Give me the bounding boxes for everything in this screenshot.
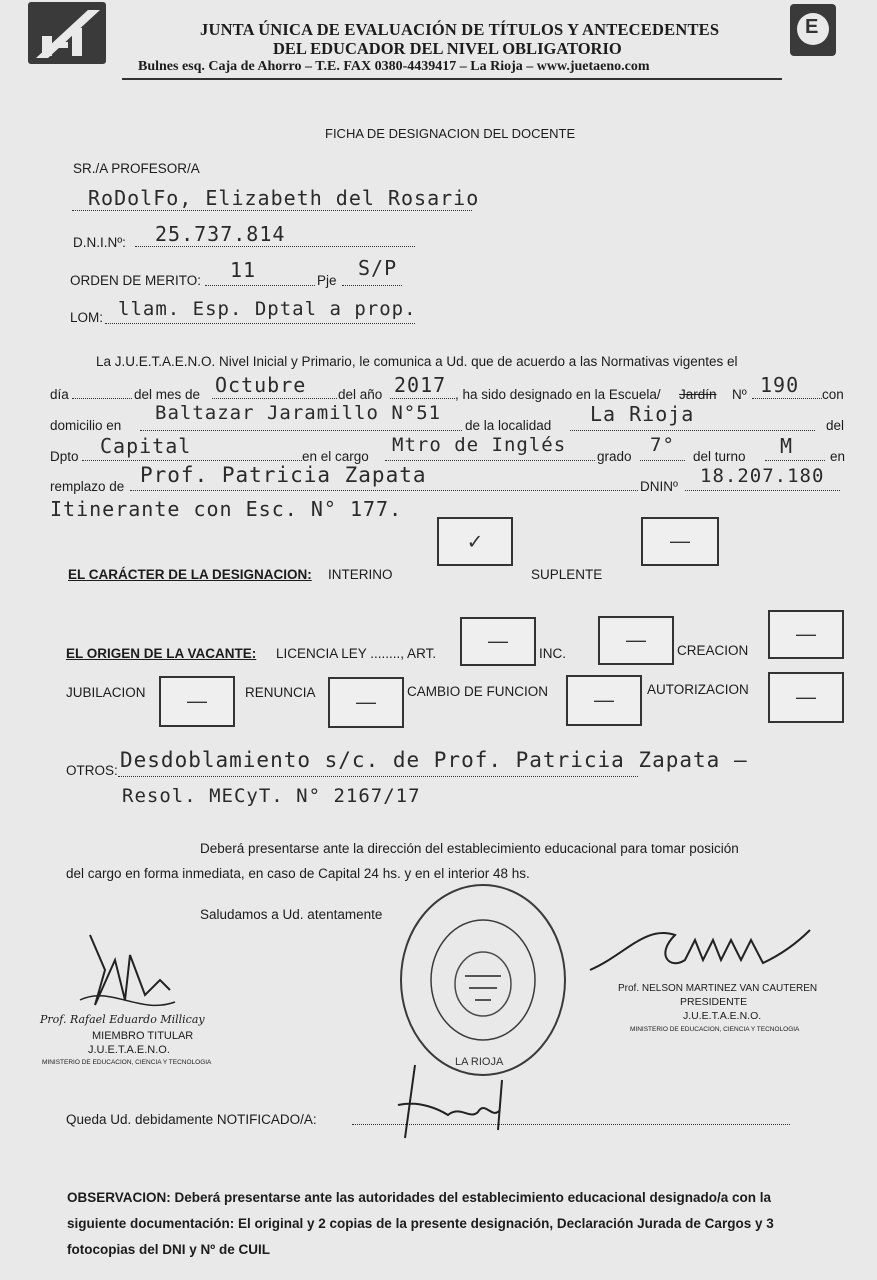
header-rule [122,78,782,80]
localidad-label: de la localidad [465,418,552,433]
cargo-value: Mtro de Inglés [392,434,567,456]
turno-value: M [780,434,794,458]
left-signatory-name: Prof. Rafael Eduardo Millicay [40,1013,205,1026]
inc-dash: — [626,629,646,651]
dpto-value: Capital [100,434,192,458]
left-signatory-role: MIEMBRO TITULAR [92,1030,194,1042]
grado-value: 7° [650,434,675,456]
official-seal [395,880,570,1080]
observacion-line1: OBSERVACION: Deberá presentarse ante las autoridades del establecimiento educacional designado/a con la [67,1190,771,1205]
right-signatory-role: PRESIDENTE [680,996,748,1008]
cargo-line [385,460,595,461]
remplazo-label: remplazo de [50,479,125,494]
en-label: en [830,449,846,464]
cargo-label: en el cargo [302,449,369,464]
notificado-signature-graphic [390,1060,520,1140]
logo-graphic [28,2,106,64]
left-signature-graphic [70,930,180,1025]
cambio-checkbox[interactable] [566,675,642,726]
jubilacion-dash: — [187,690,207,712]
left-signature-scribble [70,930,180,1025]
dnin-line [685,490,840,491]
jubilacion-label: JUBILACION [66,685,146,700]
mes-label: del mes de [134,387,201,402]
otros-label: OTROS: [66,763,118,778]
licencia-checkbox[interactable] [460,617,536,666]
category-badge [790,4,836,56]
dia-line [72,398,132,399]
jubilacion-checkbox[interactable] [159,676,235,727]
domicilio-label: domicilio en [50,418,122,433]
form-title: FICHA DE DESIGNACION DEL DOCENTE [325,126,576,141]
otros-line2: Resol. MECyT. N° 2167/17 [122,785,421,807]
mes-line [212,398,337,399]
right-signature-graphic [585,915,820,990]
domicilio-line [140,430,462,431]
right-signatory-ministry: MINISTERIO DE EDUCACION, CIENCIA Y TECNOLOGIA [630,1026,800,1033]
cambio-dash: — [594,689,614,711]
turno-label: del turno [693,449,746,464]
grado-label: grado [597,449,632,464]
anio-value: 2017 [394,373,447,397]
saludo: Saludamos a Ud. atentamente [200,907,383,922]
escuela-value: 190 [760,373,800,397]
interino-label: INTERINO [328,567,393,582]
dpto-line [82,460,302,461]
autorizacion-dash: — [796,686,816,708]
notificado-signature [390,1060,520,1140]
otros-line [118,776,638,777]
designado-label: , ha sido designado en la Escuela/ [455,387,661,402]
suplente-label: SUPLENTE [531,567,603,582]
suplente-checkbox[interactable] [641,517,719,566]
interino-checkmark: ✓ [466,531,484,553]
licencia-dash: — [488,630,508,652]
anio-label: del año [338,387,383,402]
dni-value: 25.737.814 [155,222,286,246]
closing-line2: del cargo en forma inmediata, en caso de Capital 24 hs. y en el interior 48 hs. [66,866,530,881]
closing-line1: Deberá presentarse ante la dirección del establecimiento educacional para tomar posición [200,841,739,856]
extra-note: Itinerante con Esc. N° 177. [50,497,403,521]
orden-label: ORDEN DE MERITO: [70,273,202,288]
right-signatory-org: J.U.E.T.A.E.N.O. [683,1010,762,1022]
orden-value: 11 [230,258,257,282]
right-signature-scribble [585,915,820,990]
dpto-label: Dpto [50,449,79,464]
caracter-heading: EL CARÁCTER DE LA DESIGNACION: [68,567,312,582]
profesor-line [72,210,472,211]
remplazo-line [130,490,638,491]
autorizacion-checkbox[interactable] [768,672,844,723]
observacion-line3: fotocopias del DNI y Nº de CUIL [67,1242,270,1257]
pje-label: Pje [317,273,337,288]
observacion-line2: siguiente documentación: El original y 2 copias de la presente designación, Declaración Jurada de Cargos y 3 [67,1216,774,1231]
mes-value: Octubre [215,373,307,397]
dnin-value: 18.207.180 [700,465,825,487]
dni-label: D.N.I.Nº: [73,235,126,250]
badge-letter: E [805,16,819,38]
profesor-label: SR./A PROFESOR/A [73,161,200,176]
creacion-checkbox[interactable] [768,610,844,659]
localidad-line [570,430,815,431]
renuncia-dash: — [356,691,376,713]
header-address: Bulnes esq. Caja de Ahorro – T.E. FAX 0380-4439417 – La Rioja – www.juetaeno.com [138,59,650,74]
licencia-label: LICENCIA LEY ........, ART. [276,646,437,661]
autorizacion-label: AUTORIZACION [647,682,749,697]
right-signatory-name: Prof. NELSON MARTINEZ VAN CAUTEREN [618,983,818,994]
orden-line [205,285,315,286]
profesor-value: RoDolFo, Elizabeth del Rosario [88,186,480,210]
jardin-label: Jardín [679,387,717,402]
lom-value: llam. Esp. Dptal a prop. [118,298,417,320]
header-title-line2: DEL EDUCADOR DEL NIVEL OBLIGATORIO [273,39,622,58]
localidad-value: La Rioja [590,402,695,426]
creacion-label: CREACION [677,643,749,658]
interino-checkbox[interactable] [437,517,513,566]
origen-heading: EL ORIGEN DE LA VACANTE: [66,646,257,661]
lom-line [105,323,415,324]
pje-line [342,285,402,286]
suplente-dash: — [670,530,690,552]
nro-label: Nº [732,387,747,402]
inc-label: INC. [539,646,566,661]
turno-line [765,460,825,461]
left-signatory-org: J.U.E.T.A.E.N.O. [88,1044,170,1056]
domicilio-value: Baltazar Jaramillo N°51 [155,402,442,424]
institution-logo [28,2,106,64]
otros-line1: Desdoblamiento s/c. de Prof. Patricia Zapata – [120,748,748,772]
anio-line [390,398,455,399]
cambio-label: CAMBIO DE FUNCION [407,684,549,699]
header-title-line1: JUNTA ÚNICA DE EVALUACIÓN DE TÍTULOS Y ANTECEDENTES [200,20,720,39]
dni-line [135,246,415,247]
pje-value: S/P [358,256,398,280]
left-signatory-ministry: MINISTERIO DE EDUCACION, CIENCIA Y TECNOLOGIA [42,1059,212,1066]
seal-graphic [395,880,570,1080]
renuncia-checkbox[interactable] [328,677,404,728]
con-label: con [822,387,844,402]
creacion-dash: — [796,623,816,645]
del-label: del [826,418,845,433]
intro-text: La J.U.E.T.A.E.N.O. Nivel Inicial y Primario, le comunica a Ud. que de acuerdo a las Normativas vigentes el [96,354,738,369]
grado-line [640,460,685,461]
escuela-line [752,398,822,399]
remplazo-value: Prof. Patricia Zapata [140,463,427,487]
notificado-label: Queda Ud. debidamente NOTIFICADO/A: [66,1112,317,1127]
dia-label: día [50,387,69,402]
dnin-label: DNINº [640,479,678,494]
seal-bottom-text: LA RIOJA [455,1056,504,1068]
inc-checkbox[interactable] [598,616,674,665]
renuncia-label: RENUNCIA [245,685,316,700]
lom-label: LOM: [70,310,104,325]
